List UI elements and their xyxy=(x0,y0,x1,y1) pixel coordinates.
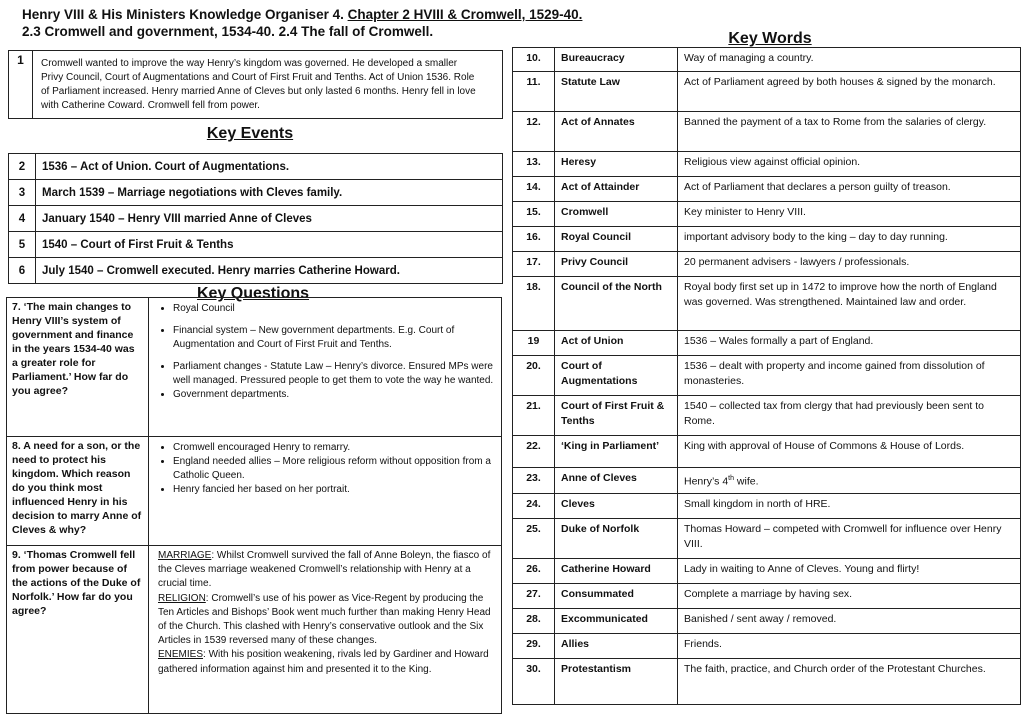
title-line1: Henry VIII & His Ministers Knowledge Organiser 4. xyxy=(22,7,348,22)
keyword-row xyxy=(513,518,1021,558)
summary-box xyxy=(8,50,503,119)
event-row xyxy=(9,180,503,206)
keyword-definition: Key minister to Henry VIII. xyxy=(678,202,1021,227)
keyword-term: Act of Attainder xyxy=(555,177,678,202)
event-text: 1536 – Act of Union. Court of Augmentations. xyxy=(36,154,503,180)
list-item: • England needed allies – More religious reform without opposition from a Catholic Queen. xyxy=(173,455,495,483)
religion-text: : Cromwell’s use of his power as Vice-Regent by producing the Ten Articles and Bishops’ Book went much further than making Henry Head of the Church. This clashed with Henry’s conservative outlook and the Six Articles in 1539 reversed many of these changes. xyxy=(158,592,491,647)
keyword-term: Heresy xyxy=(555,152,678,177)
keyword-definition: Way of managing a country. xyxy=(678,48,1021,72)
keyword-number: 12. xyxy=(513,112,555,152)
keyword-row xyxy=(513,356,1021,396)
keyword-term: Cromwell xyxy=(555,202,678,227)
keyword-number: 13. xyxy=(513,152,555,177)
keyword-number: 26. xyxy=(513,558,555,583)
event-row xyxy=(9,154,503,180)
event-text: July 1540 – Cromwell executed. Henry marries Catherine Howard. xyxy=(36,258,503,284)
keyword-row xyxy=(513,48,1021,72)
enemies-text: : With his position weakening, rivals led by Gardiner and Howard gathered information against him and presented it to the King. xyxy=(158,649,489,675)
event-number: 5 xyxy=(9,232,36,258)
keyword-term: Catherine Howard xyxy=(555,558,678,583)
event-number: 2 xyxy=(9,154,36,180)
keyword-term: Protestantism xyxy=(555,658,678,704)
keyword-term: Royal Council xyxy=(555,227,678,252)
keyword-definition: 20 permanent advisers - lawyers / professionals. xyxy=(678,252,1021,277)
key-words-heading: Key Words xyxy=(728,30,812,47)
keyword-term: Cleves xyxy=(555,493,678,518)
keyword-row xyxy=(513,252,1021,277)
question-7-points xyxy=(159,302,495,402)
question-8-points xyxy=(159,441,495,497)
keyword-term: ‘King in Parliament’ xyxy=(555,436,678,468)
keyword-definition: Banned the payment of a tax to Rome from the salaries of clergy. xyxy=(678,112,1021,152)
event-row xyxy=(9,232,503,258)
keyword-definition: Friends. xyxy=(678,633,1021,658)
keyword-row xyxy=(513,177,1021,202)
keyword-number: 10. xyxy=(513,48,555,72)
keyword-row xyxy=(513,152,1021,177)
title-line2: 2.3 Cromwell and government, 1534-40. 2.4 The fall of Cromwell. xyxy=(22,24,434,39)
summary-text: Cromwell wanted to improve the way Henry’s kingdom was governed. He developed a smaller Privy Council, Court of Augmentations and Court of First Fruit and Tenths. Act of Union 1536. Role of Parliament increased. Henry married Anne of Cleves but only lasted 6 months. Henry fell in love with Catherine Coward. Cromwell fell from power. xyxy=(33,51,503,119)
question-9: 9. ‘Thomas Cromwell fell from power because of the actions of the Duke of Norfolk.’ How far do you agree? xyxy=(7,546,149,714)
list-item: • Cromwell encouraged Henry to remarry. xyxy=(173,441,495,455)
event-text: 1540 – Court of First Fruit & Tenths xyxy=(36,232,503,258)
keyword-number: 21. xyxy=(513,396,555,436)
key-questions-table xyxy=(6,297,502,714)
question-row-7 xyxy=(7,298,502,437)
keyword-number: 15. xyxy=(513,202,555,227)
keyword-number: 19 xyxy=(513,331,555,356)
keyword-row xyxy=(513,396,1021,436)
event-text: March 1539 – Marriage negotiations with Cleves family. xyxy=(36,180,503,206)
summary-number: 1 xyxy=(9,51,33,119)
keyword-row xyxy=(513,227,1021,252)
keyword-term: Excommunicated xyxy=(555,608,678,633)
list-item: • Royal Council xyxy=(173,302,495,316)
keyword-row xyxy=(513,633,1021,658)
keyword-definition: Lady in waiting to Anne of Cleves. Young and flirty! xyxy=(678,558,1021,583)
question-row-9 xyxy=(7,546,502,714)
keyword-number: 23. xyxy=(513,468,555,494)
keyword-number: 22. xyxy=(513,436,555,468)
key-events-table xyxy=(8,153,503,284)
event-text: January 1540 – Henry VIII married Anne of Cleves xyxy=(36,206,503,232)
keyword-number: 16. xyxy=(513,227,555,252)
keyword-number: 27. xyxy=(513,583,555,608)
religion-label: RELIGION xyxy=(158,592,206,604)
question-9-answer xyxy=(149,546,502,714)
event-row xyxy=(9,258,503,284)
keyword-definition: Religious view against official opinion. xyxy=(678,152,1021,177)
keyword-definition: Royal body first set up in 1472 to improve how the north of England was governed. Was strengthened. Maintained law and order. xyxy=(678,277,1021,331)
list-item: • Parliament changes - Statute Law – Henry’s divorce. Ensured MPs were well managed. Pressured people to get them to vote the way he wanted. xyxy=(173,360,495,388)
keyword-row xyxy=(513,468,1021,494)
key-words-table xyxy=(512,47,1021,705)
keyword-row xyxy=(513,583,1021,608)
keyword-row xyxy=(513,72,1021,112)
keyword-row xyxy=(513,558,1021,583)
keyword-term: Court of Augmentations xyxy=(555,356,678,396)
keyword-definition: 1536 – Wales formally a part of England. xyxy=(678,331,1021,356)
keyword-row xyxy=(513,277,1021,331)
keyword-number: 25. xyxy=(513,518,555,558)
marriage-label: MARRIAGE xyxy=(158,550,212,561)
keyword-term: Act of Union xyxy=(555,331,678,356)
keyword-term: Anne of Cleves xyxy=(555,468,678,494)
keyword-row xyxy=(513,608,1021,633)
list-item: • Financial system – New government departments. E.g. Court of Augmentation and Court of First Fruit and Tenths. xyxy=(173,324,495,352)
keyword-term: Allies xyxy=(555,633,678,658)
keyword-term: Court of First Fruit & Tenths xyxy=(555,396,678,436)
enemies-label: ENEMIES xyxy=(158,649,204,661)
keyword-term: Act of Annates xyxy=(555,112,678,152)
keyword-definition: 1540 – collected tax from clergy that had previously been sent to Rome. xyxy=(678,396,1021,436)
keyword-number: 11. xyxy=(513,72,555,112)
event-row xyxy=(9,206,503,232)
keyword-number: 29. xyxy=(513,633,555,658)
event-number: 4 xyxy=(9,206,36,232)
keyword-definition: Act of Parliament that declares a person guilty of treason. xyxy=(678,177,1021,202)
keyword-definition: Thomas Howard – competed with Cromwell for influence over Henry VIII. xyxy=(678,518,1021,558)
page-title xyxy=(22,6,622,40)
keyword-term: Consummated xyxy=(555,583,678,608)
keyword-row xyxy=(513,112,1021,152)
keyword-definition: Small kingdom in north of HRE. xyxy=(678,493,1021,518)
marriage-text: : Whilst Cromwell survived the fall of Anne Boleyn, the fiasco of the Cleves marriage weakened Cromwell’s relationship with Henry at a crucial time. xyxy=(158,550,491,590)
keyword-term: Privy Council xyxy=(555,252,678,277)
keyword-number: 24. xyxy=(513,493,555,518)
question-7: 7. ‘The main changes to Henry VIII’s system of government and finance in the years 1534-40 was a greater role for Parliament.’ How far do you agree? xyxy=(7,298,149,437)
keyword-number: 30. xyxy=(513,658,555,704)
keyword-row xyxy=(513,436,1021,468)
keyword-definition: important advisory body to the king – day to day running. xyxy=(678,227,1021,252)
keyword-number: 17. xyxy=(513,252,555,277)
question-8: 8. A need for a son, or the need to protect his kingdom. Which reason do you think most influenced Henry in his decision to marry Anne of Cleves & why? xyxy=(7,437,149,546)
keyword-number: 28. xyxy=(513,608,555,633)
keyword-definition: The faith, practice, and Church order of the Protestant Churches. xyxy=(678,658,1021,704)
event-number: 6 xyxy=(9,258,36,284)
keyword-row xyxy=(513,493,1021,518)
event-number: 3 xyxy=(9,180,36,206)
keyword-term: Duke of Norfolk xyxy=(555,518,678,558)
keyword-term: Bureaucracy xyxy=(555,48,678,72)
keyword-number: 14. xyxy=(513,177,555,202)
keyword-definition: King with approval of House of Commons & House of Lords. xyxy=(678,436,1021,468)
keyword-number: 20. xyxy=(513,356,555,396)
keyword-definition: 1536 – dealt with property and income gained from dissolution of monasteries. xyxy=(678,356,1021,396)
keyword-row xyxy=(513,658,1021,704)
keyword-term: Statute Law xyxy=(555,72,678,112)
list-item: • Government departments. xyxy=(173,388,495,402)
key-questions-heading: Key Questions xyxy=(196,285,310,302)
question-row-8 xyxy=(7,437,502,546)
keyword-definition: Complete a marriage by having sex. xyxy=(678,583,1021,608)
keyword-number: 18. xyxy=(513,277,555,331)
title-chapter: Chapter 2 HVIII & Cromwell, 1529-40. xyxy=(347,7,583,22)
keyword-definition: Banished / sent away / removed. xyxy=(678,608,1021,633)
keyword-row xyxy=(513,331,1021,356)
keyword-definition: Henry’s 4th wife. xyxy=(678,468,1021,494)
keyword-term: Council of the North xyxy=(555,277,678,331)
key-events-heading: Key Events xyxy=(206,125,294,142)
keyword-row xyxy=(513,202,1021,227)
keyword-definition: Act of Parliament agreed by both houses & signed by the monarch. xyxy=(678,72,1021,112)
list-item: • Henry fancied her based on her portrait. xyxy=(173,483,495,497)
